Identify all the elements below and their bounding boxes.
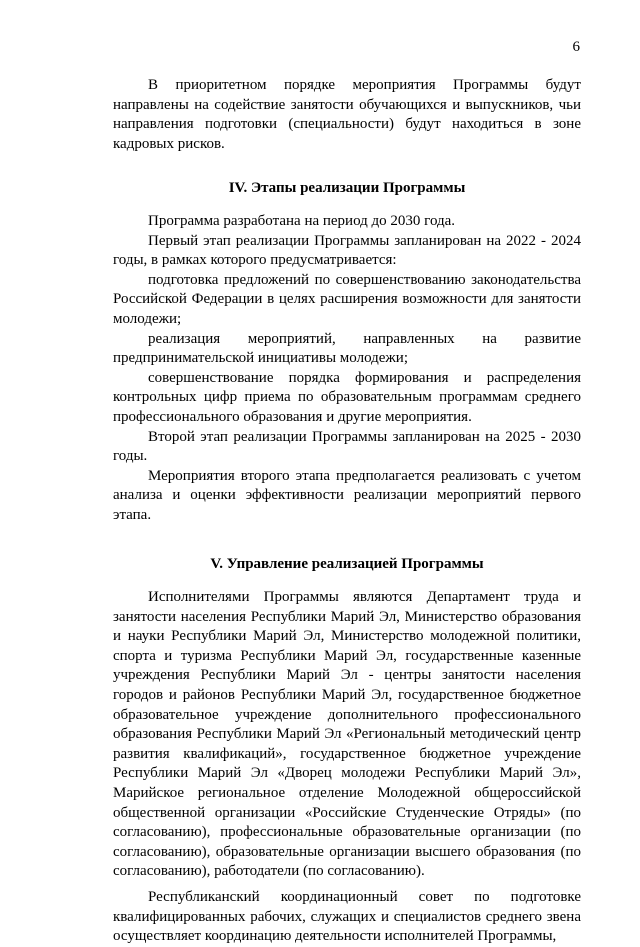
section-heading-stages: IV. Этапы реализации Программы (228, 180, 466, 197)
paragraph: подготовка предложений по совершенствованию законодательства Российской Федерации в целях расширения возможности для занятости молодежи; (113, 271, 581, 327)
paragraph: Второй этап реализации Программы запланирован на 2025 - 2030 годы. (113, 428, 581, 465)
paragraph: Первый этап реализации Программы запланирован на 2022 - 2024 годы, в рамках которого предусматривается: (113, 232, 581, 269)
page-number: 6 (572, 39, 580, 55)
document-body (113, 76, 581, 947)
paragraph: Мероприятия второго этапа предполагается реализовать с учетом анализа и оценки эффективности реализации мероприятий первого этапа. (113, 467, 581, 523)
paragraph: Республиканский координационный совет по подготовке квалифицированных рабочих, служащих и специалистов среднего звена осуществляет координацию деятельности исполнителей Программы, (113, 888, 581, 945)
intro-paragraph: В приоритетном порядке мероприятия Программы будут направлены на содействие занятости обучающихся и выпускников, чьи направления подготовки (специальности) будут находиться в зоне кадровых рисков. (113, 77, 581, 152)
paragraph: Программа разработана на период до 2030 года. (148, 212, 456, 229)
paragraph: совершенствование порядка формирования и распределения контрольных цифр приема по образовательным программам среднего профессионального образования и другие мероприятия. (113, 369, 581, 425)
paragraph: Исполнителями Программы являются Департамент труда и занятости населения Республики Марий Эл, Министерство образования и науки Республики Марий Эл, Министерство молодежной политики, спорта и туризма Республики Марий Эл, государственные казенные учреждения Республики Марий Эл - центры занятости населения городов и районов Республики Марий Эл, государственное бюджетное образовательное учреждение дополнительного профессионального образования Республики Марий Эл «Региональный методический центр развития квалификаций», государственное бюджетное учреждение Республики Марий Эл «Дворец молодежи Республики Марий Эл», Марийское региональное отделение Молодежной общероссийской общественной организации «Российские Студенческие Отряды» (по согласованию), профессиональные образовательные организации (по согласованию), образовательные организации высшего образования (по согласованию), работодатели (по согласованию). (113, 589, 581, 880)
section-heading-management: V. Управление реализацией Программы (210, 556, 484, 573)
paragraph: реализация мероприятий, направленных на развитие предпринимательской инициативы молодежи; (113, 330, 581, 367)
